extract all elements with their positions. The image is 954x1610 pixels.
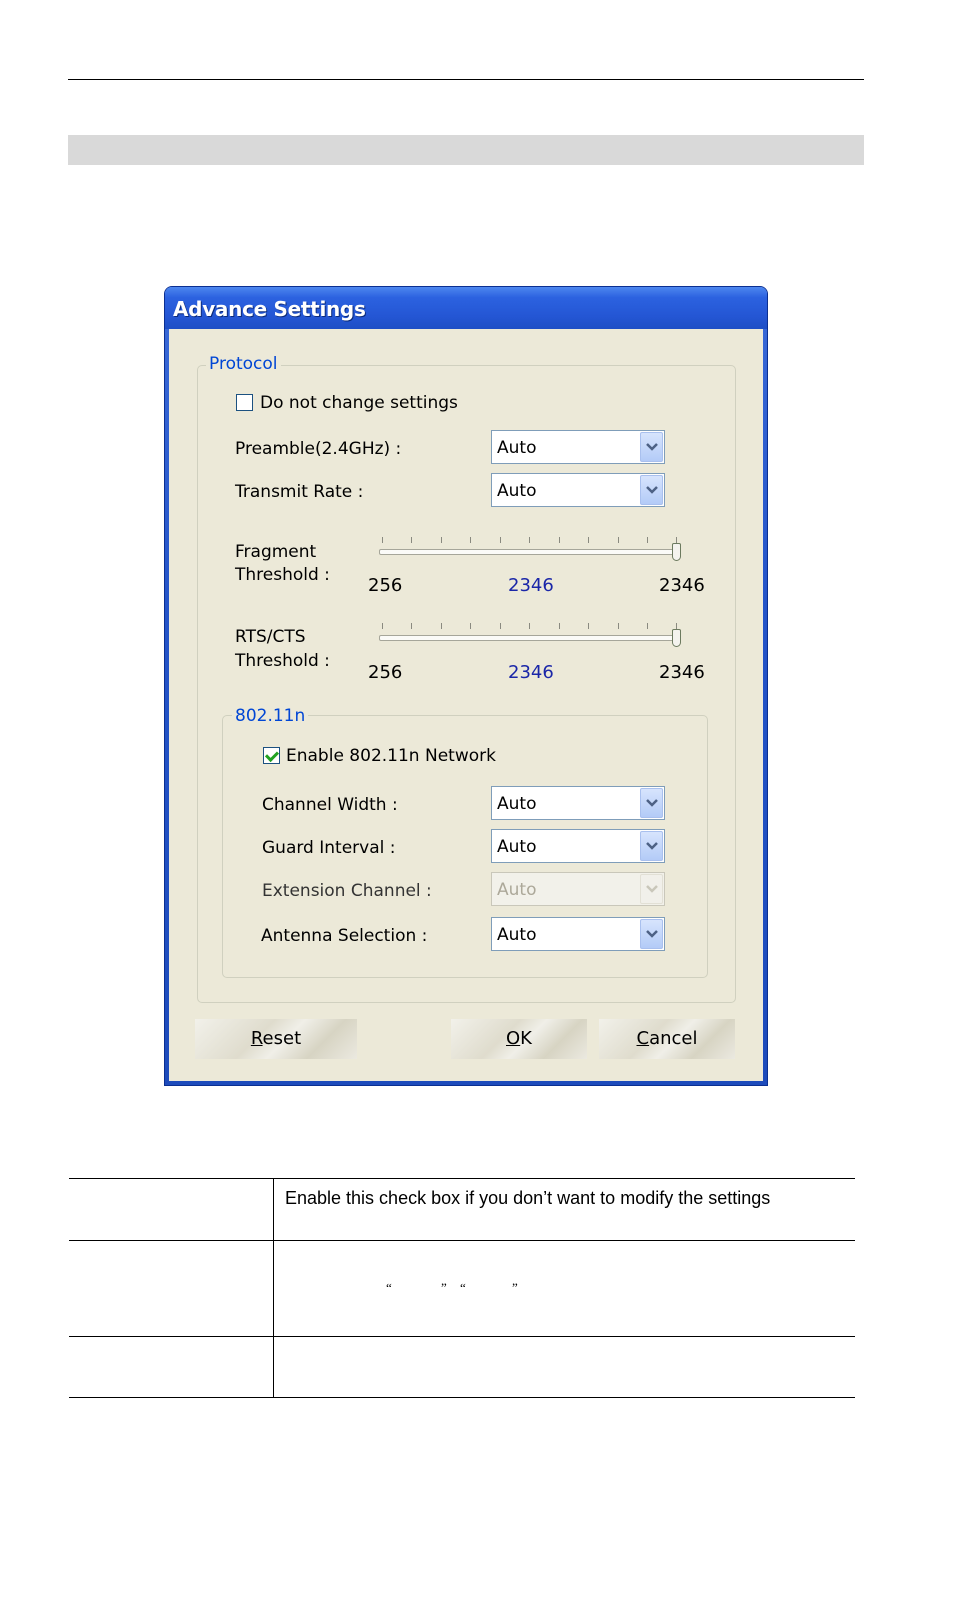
extension-channel-select — [491, 872, 665, 906]
table-bottom-border — [69, 1397, 855, 1398]
transmit-rate-select[interactable] — [491, 473, 665, 507]
do-not-change-checkbox[interactable] — [236, 394, 253, 411]
guard-interval-label: Guard Interval : — [262, 838, 396, 858]
reset-mnemonic: R — [250, 1028, 263, 1049]
extension-channel-value: Auto — [497, 880, 537, 900]
advance-settings-dialog — [165, 287, 767, 1085]
fragment-current: 2346 — [508, 575, 554, 596]
chevron-down-icon — [640, 874, 663, 904]
antenna-selection-value: Auto — [497, 925, 537, 945]
reset-label: eset — [262, 1028, 302, 1049]
row2-open-quote: “ — [386, 1280, 392, 1295]
fragment-max: 2346 — [659, 575, 705, 596]
row2-close-quote: ” — [512, 1280, 518, 1295]
table-row-divider — [69, 1240, 855, 1241]
transmit-rate-value: Auto — [497, 481, 537, 501]
cancel-label: ancel — [649, 1028, 698, 1049]
rts-slider-thumb[interactable] — [672, 629, 681, 647]
rts-label-line1: RTS/CTS — [235, 627, 306, 647]
ok-mnemonic: O — [506, 1028, 521, 1049]
preamble-select[interactable] — [491, 430, 665, 464]
table-row-divider — [69, 1336, 855, 1337]
rts-current: 2346 — [508, 662, 554, 683]
dialog-title: Advance Settings — [173, 297, 366, 321]
ok-label: K — [520, 1028, 532, 1049]
protocol-group-label: Protocol — [206, 354, 281, 374]
cancel-mnemonic: C — [636, 1028, 650, 1049]
rts-min: 256 — [368, 662, 403, 683]
preamble-value: Auto — [497, 438, 537, 458]
chevron-down-icon[interactable] — [640, 788, 663, 818]
extension-channel-label: Extension Channel : — [262, 881, 432, 901]
chevron-down-icon[interactable] — [640, 831, 663, 861]
table-top-border — [69, 1178, 855, 1179]
table-column-divider — [273, 1178, 274, 1398]
fragment-slider-thumb[interactable] — [672, 543, 681, 561]
row2-open-quote: “ — [460, 1280, 466, 1295]
channel-width-select[interactable] — [491, 786, 665, 820]
fragment-label-line2: Threshold : — [235, 565, 330, 585]
rts-max: 2346 — [659, 662, 705, 683]
fragment-label-line1: Fragment — [235, 542, 317, 562]
ok-button[interactable] — [451, 1019, 587, 1059]
channel-width-label: Channel Width : — [262, 795, 398, 815]
guard-interval-select[interactable] — [491, 829, 665, 863]
chevron-down-icon[interactable] — [640, 475, 663, 505]
antenna-selection-select[interactable] — [491, 917, 665, 951]
reset-button[interactable] — [195, 1019, 357, 1059]
do-not-change-label[interactable]: Do not change settings — [260, 393, 458, 413]
cancel-button[interactable] — [599, 1019, 735, 1059]
preamble-label: Preamble(2.4GHz) : — [235, 439, 402, 459]
transmit-rate-label: Transmit Rate : — [235, 482, 364, 502]
n80211-group-label: 802.11n — [232, 706, 308, 726]
page-header-rule — [68, 79, 864, 80]
title-bar[interactable] — [165, 287, 767, 329]
chevron-down-icon[interactable] — [640, 432, 663, 462]
row2-close-quote: ” — [441, 1280, 447, 1295]
fragment-min: 256 — [368, 575, 403, 596]
channel-width-value: Auto — [497, 794, 537, 814]
enable-80211n-label[interactable]: Enable 802.11n Network — [286, 746, 496, 766]
chevron-down-icon[interactable] — [640, 919, 663, 949]
guard-interval-value: Auto — [497, 837, 537, 857]
dialog-client-area — [169, 329, 763, 1081]
section-heading-bar — [68, 135, 864, 165]
row1-description: Enable this check box if you don’t want to modify the settings — [285, 1188, 771, 1208]
rts-label-line2: Threshold : — [235, 651, 330, 671]
enable-80211n-checkbox[interactable] — [263, 747, 280, 764]
antenna-selection-label: Antenna Selection : — [261, 926, 428, 946]
